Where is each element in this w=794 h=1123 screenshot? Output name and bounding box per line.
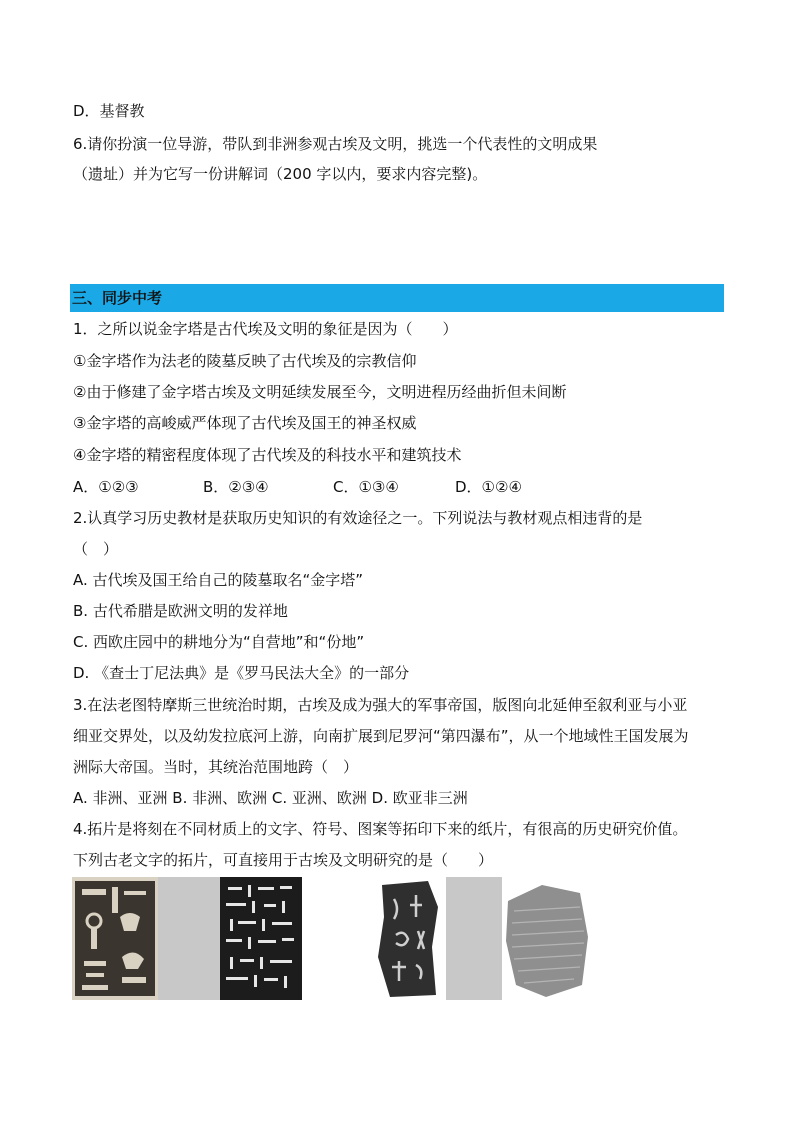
q3-line-2: 细亚交界处，以及幼发拉底河上游，向南扩展到尼罗河“第四瀑布”，从一个地域性王国发展为 xyxy=(73,727,689,745)
oracle-bone-rubbing-image xyxy=(372,877,446,1000)
q3-options: A. 非洲、亚洲 B. 非洲、欧洲 C. 亚洲、欧洲 D. 欧亚非三洲 xyxy=(73,789,468,807)
q2-option-a: A. 古代埃及国王给自己的陵墓取名“金字塔” xyxy=(73,571,364,589)
cuneiform-rubbing-image xyxy=(220,877,302,1000)
gray-spacer-2 xyxy=(446,877,502,1000)
q3-line-1: 3.在法老图特摩斯三世统治时期，古埃及成为强大的军事帝国，版图向北延伸至叙利亚与小亚 xyxy=(73,696,688,714)
gray-spacer xyxy=(158,877,220,1000)
q2-stem-cont: （ ） xyxy=(73,540,119,558)
white-spacer xyxy=(302,877,372,1000)
q2-option-c: C. 西欧庄园中的耕地分为“自营地”和“份地” xyxy=(73,633,365,651)
q4-line-2: 下列古老文字的拓片，可直接用于古埃及文明研究的是（ ） xyxy=(73,851,494,869)
q1-options xyxy=(73,476,673,498)
q1-item-3: ③金字塔的高峻威严体现了古代埃及国王的神圣权威 xyxy=(73,414,417,432)
q2-stem: 2.认真学习历史教材是获取历史知识的有效途径之一。下列说法与教材观点相违背的是 xyxy=(73,509,643,527)
q1-item-4: ④金字塔的精密程度体现了古代埃及的科技水平和建筑技术 xyxy=(73,446,462,464)
q1-option-b: B．②③④ xyxy=(203,478,269,496)
q1-option-c: C．①③④ xyxy=(333,478,399,496)
q1-option-a: A．①②③ xyxy=(73,478,139,496)
hieroglyph-rubbing-image xyxy=(72,877,158,1000)
q1-stem: 1．之所以说金字塔是古代埃及文明的象征是因为（ ） xyxy=(73,320,458,338)
q4-line-1: 4.拓片是将刻在不同材质上的文字、符号、图案等拓印下来的纸片，有很高的历史研究价值。 xyxy=(73,820,688,838)
rubbings-image-row xyxy=(72,877,502,1000)
q1-item-1: ①金字塔作为法老的陵墓反映了古代埃及的宗教信仰 xyxy=(73,352,417,370)
q2-option-d: D. 《查士丁尼法典》是《罗马民法大全》的一部分 xyxy=(73,664,410,682)
q1-item-2: ②由于修建了金字塔古埃及文明延续发展至今，文明进程历经曲折但未间断 xyxy=(73,383,567,401)
section-title: 三、同步中考 xyxy=(70,284,724,312)
q6-line-2: （遗址）并为它写一份讲解词（200 字以内，要求内容完整)。 xyxy=(73,165,488,183)
q1-option-d: D．①②④ xyxy=(455,478,522,496)
q2-option-b: B. 古代希腊是欧洲文明的发祥地 xyxy=(73,602,288,620)
q5-option-d: D．基督教 xyxy=(73,102,145,120)
tablet-rubbing-image xyxy=(502,877,592,1000)
q3-line-3: 洲际大帝国。当时，其统治范围地跨（ ） xyxy=(73,758,359,776)
q6-line-1: 6.请你扮演一位导游，带队到非洲参观古埃及文明，挑选一个代表性的文明成果 xyxy=(73,135,598,153)
